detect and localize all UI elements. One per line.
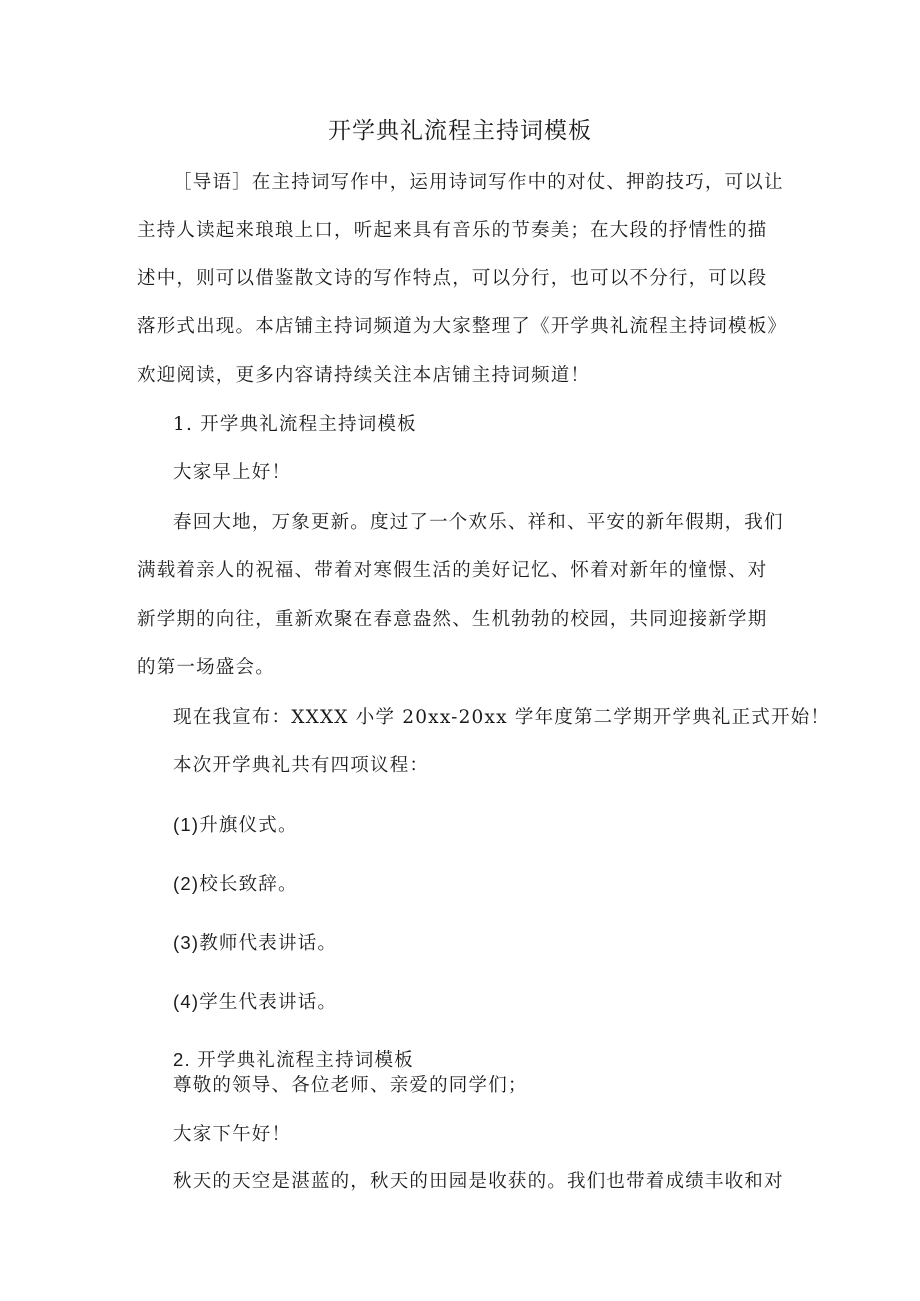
greeting: 大家早上好！	[173, 462, 292, 483]
paragraph-line: 春回大地，万象更新。度过了一个欢乐、祥和、平安的新年假期，我们	[173, 512, 784, 533]
intro-line: 述中，则可以借鉴散文诗的写作特点，可以分行，也可以不分行，可以段	[137, 268, 768, 289]
section-heading: 2. 开学典礼流程主持词模板	[173, 1049, 414, 1070]
salutation: 尊敬的领导、各位老师、亲爱的同学们；	[173, 1075, 528, 1096]
agenda-intro: 本次开学典礼共有四项议程：	[173, 755, 430, 776]
document-title: 开学典礼流程主持词模板	[328, 118, 592, 144]
agenda-item: (4)学生代表讲话。	[173, 991, 338, 1012]
agenda-item: (2)校长致辞。	[173, 873, 298, 894]
paragraph-line: 秋天的天空是湛蓝的，秋天的田园是收获的。我们也带着成绩丰收和对	[173, 1171, 784, 1192]
paragraph-line: 新学期的向往，重新欢聚在春意盎然、生机勃勃的校园，共同迎接新学期	[137, 609, 768, 630]
intro-line: 落形式出现。本店铺主持词频道为大家整理了《开学典礼流程主持词模板》	[137, 316, 788, 337]
greeting: 大家下午好！	[173, 1124, 292, 1145]
section-heading: 1. 开学典礼流程主持词模板	[173, 414, 417, 435]
intro-line: ［导语］在主持词写作中，运用诗词写作中的对仗、押韵技巧，可以让	[173, 172, 784, 193]
intro-line: 主持人读起来琅琅上口，听起来具有音乐的节奏美；在大段的抒情性的描	[137, 220, 768, 241]
paragraph-line: 的第一场盛会。	[137, 657, 275, 678]
paragraph-line: 满载着亲人的祝福、带着对寒假生活的美好记忆、怀着对新年的憧憬、对	[137, 560, 768, 581]
agenda-item: (3)教师代表讲话。	[173, 932, 338, 953]
intro-line: 欢迎阅读，更多内容请持续关注本店铺主持词频道！	[137, 365, 591, 386]
agenda-item: (1)升旗仪式。	[173, 814, 298, 835]
announcement: 现在我宣布：XXXX 小学 20xx-20xx 学年度第二学期开学典礼正式开始！	[173, 707, 831, 728]
